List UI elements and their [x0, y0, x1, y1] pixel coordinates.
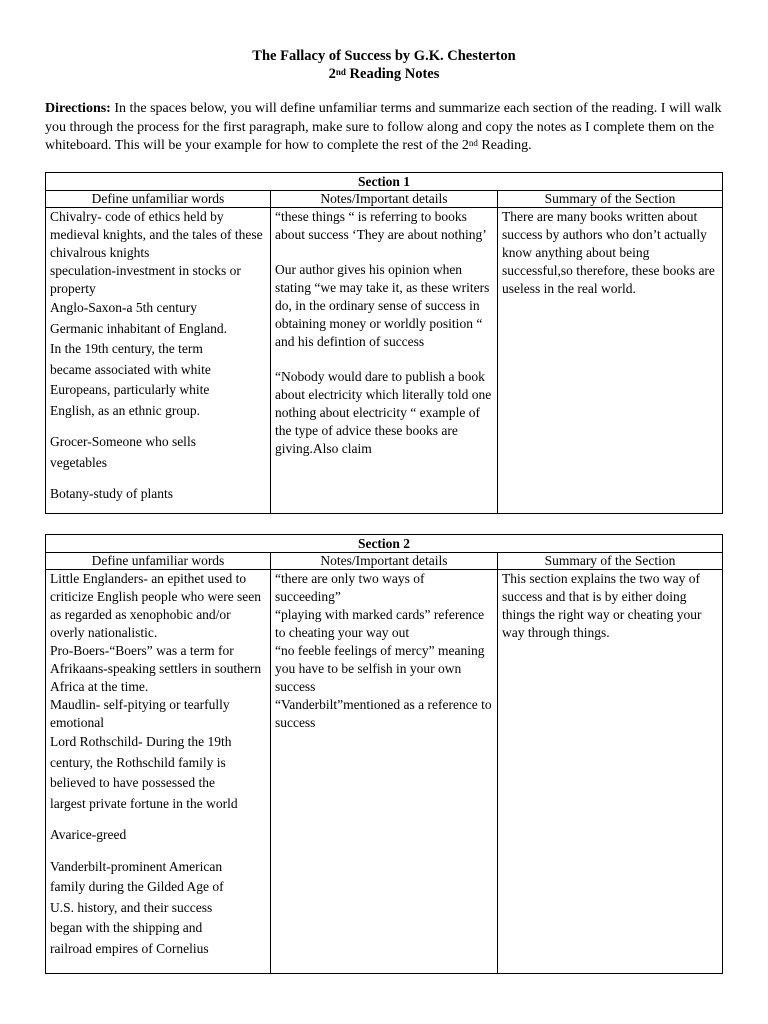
directions-label: Directions: [45, 101, 111, 116]
word-definition: speculation-investment in stocks or property [50, 263, 241, 296]
directions-end: Reading. [477, 138, 532, 153]
word-definition: Little Englanders- an epithet used to criticize English people who were seen as regarded as xenophobic and/or overly nationalistic. [50, 571, 262, 640]
section-2-notes-cell[interactable] [270, 570, 497, 974]
word-definition: began with the shipping and [50, 920, 203, 935]
section-1-summary-cell[interactable] [498, 208, 723, 514]
note-item: “no feeble feelings of mercy” meaning you have to be selfish in your own success [274, 643, 485, 694]
word-definition: Germanic inhabitant of England. [50, 320, 227, 336]
section-2-table [45, 534, 723, 974]
section-2-summary-cell[interactable] [498, 570, 723, 974]
column-header-summary: Summary of the Section [498, 191, 723, 208]
subtitle-number: 2 [328, 66, 336, 82]
note-item: “these things “ is referring to books about success ‘They are about nothing’ [274, 209, 487, 242]
section-2-words-cell[interactable] [46, 570, 271, 974]
section-1-table [45, 172, 723, 514]
subtitle-superscript: nd [335, 67, 346, 77]
section-summary: There are many books written about success by authors who don’t actually know anything about being successful,so therefore, these books are useless in the real world. [502, 209, 715, 296]
subtitle-text: Reading Notes [345, 66, 440, 82]
word-definition: Botany-study of plants [50, 486, 173, 501]
word-definition: Chivalry- code of ethics held by medieval knights, and the tales of these chivalrous knights [50, 209, 263, 260]
word-definition: largest private fortune in the world [50, 795, 238, 811]
note-item: Our author gives his opinion when stating “we may take it, as these writers do, in the ordinary sense of success in obtaining money or worldly position “ and his defintion of success [274, 262, 490, 349]
document-subtitle [0, 65, 768, 83]
section-2-title: Section 2 [46, 535, 723, 553]
section-summary: This section explains the two way of success and that is by either doing things the right way or cheating your way through things. [502, 571, 702, 640]
column-header-words: Define unfamiliar words [46, 553, 271, 570]
note-item: “there are only two ways of succeeding” [274, 571, 425, 604]
word-definition: believed to have possessed the [50, 775, 215, 790]
section-1-words-cell[interactable] [46, 208, 271, 514]
word-definition: Europeans, particularly white [50, 382, 210, 397]
word-definition: Anglo-Saxon-a 5th century [50, 300, 197, 315]
document-title: The Fallacy of Success by G.K. Chesterton [252, 48, 516, 64]
word-definition: family during the Gilded Age of [50, 879, 224, 894]
word-definition: Grocer-Someone who sells [50, 434, 196, 449]
word-definition: century, the Rothschild family is [50, 754, 226, 770]
word-definition: Vanderbilt-prominent American [50, 858, 223, 874]
column-header-words: Define unfamiliar words [46, 191, 271, 208]
word-definition: U.S. history, and their success [50, 899, 213, 915]
column-header-notes: Notes/Important details [270, 553, 497, 570]
word-definition: vegetables [50, 454, 107, 470]
word-definition: railroad empires of Cornelius [50, 940, 209, 956]
note-item: “playing with marked cards” reference to cheating your way out [274, 607, 485, 640]
directions-paragraph [45, 100, 725, 156]
word-definition: became associated with white [50, 361, 211, 377]
directions-superscript: nd [468, 138, 478, 148]
note-item: “Nobody would dare to publish a book about electricity which literally told one nothing about electricity “ example of the type of advice these books are giving.Also claim [274, 369, 492, 456]
word-definition: Maudlin- self-pitying or tearfully emotional [50, 697, 230, 730]
column-header-summary: Summary of the Section [498, 553, 723, 570]
note-item: “Vanderbilt”mentioned as a reference to success [274, 697, 492, 730]
word-definition: In the 19th century, the term [50, 341, 203, 356]
word-definition: Avarice-greed [50, 827, 127, 842]
word-definition: Lord Rothschild- During the 19th [50, 734, 232, 749]
word-definition: Pro-Boers-“Boers” was a term for Afrikaans-speaking settlers in southern Africa at the time. [50, 643, 262, 694]
directions-text: In the spaces below, you will define unfamiliar terms and summarize each section of the reading. I will walk you through the process for the first paragraph, make sure to follow along and copy the notes as I complete them on the whiteboard. This will be your example for how to complete the rest of the 2 [45, 101, 722, 153]
column-header-notes: Notes/Important details [270, 191, 497, 208]
section-1-notes-cell[interactable] [270, 208, 497, 514]
section-1-title: Section 1 [46, 173, 723, 191]
word-definition: English, as an ethnic group. [50, 402, 200, 418]
